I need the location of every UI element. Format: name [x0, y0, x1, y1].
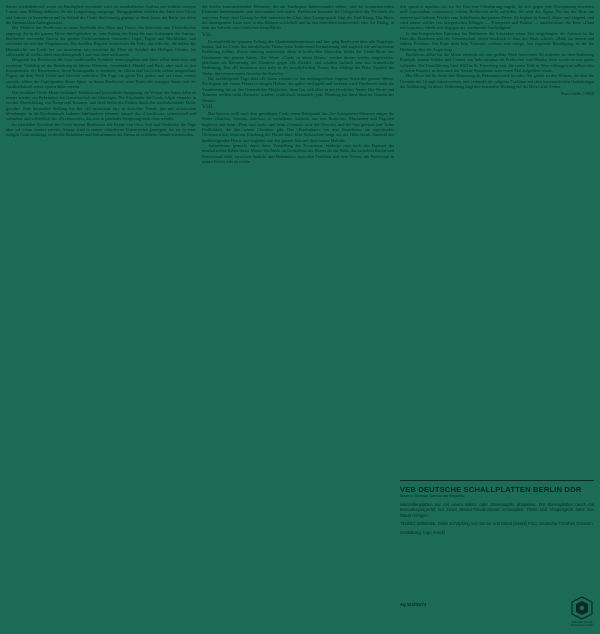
text-column-right — [400, 4, 594, 474]
body-paragraph: Die nachfolgende Fuge über »Et vitam venturi« ist das umfangreichste fugierte Stück der ganzen Messe. Sie beginnt mit einem Thema in ruhigen Halben, das später verdoppelt und verkürzt wird; Beethoven treibt die Verarbeitung bis zu den Grenzen des Möglichen, dann löst sich alles in ein feierliches Amen. Die Worte und Tonarten werden nicht illustrativ, sondern symbolisch behandelt: jede Wendung hat ihren Sinn im Ganzen des Werkes. — [202, 76, 394, 103]
body-paragraph: Dergestalt hat Beethoven die Liste traditioneller Symbole weitergegeben und diese selbst bereichert und erweitert. Vielfältig ist die Beziehung zu älteren Meistern, vornehmlich Händel und Bach, aber auch zu den Komponisten der Renaissance, deren Kontrapunkt er studierte; im Gloria und im Credo stehen ausgedehnte Fugen, die dem Werk Größe und Gewicht verleihen. Die Fuge »in gloria Dei patris« und »et vitam venturi saeculi« bilden die Gipfelpunkte dieser Sätze, in denen Beethoven seine Kunst des strengen Satzes mit der Ausdruckskraft seiner späten Jahre vereint. — [6, 57, 196, 90]
body-paragraph: Beethoven selbst hat die Missa solemnis als sein größtes Werk bezeichnet. Er widmete sie dem Erzherzog Rudolph, seinem Schüler und Gönner, zur Inthronisation als Erzbischof von Olmütz; doch wurde sie erst später vollendet. Die Uraufführung fand 1824 in St. Petersburg statt, die ersten Teile in Wien erklangen im selben Jahr in jenem Konzert, in dem auch die Neunte Symphonie zum ersten Mal aufgeführt wurde. — [400, 52, 594, 74]
design-credit: Gestaltung: Ingo Arnold — [400, 529, 445, 535]
playback-instructions: Mikrorillenplatten nur mit einem Mikro- oder Stereosaphir abspielen. Für Stereoplatten (auch mit Monoabspielgerät) nur einen Stereo-Tonabnehmer verwenden. Platte und Abspielgerät stets von Staub reinigen. — [400, 502, 594, 518]
made-in-line: Made in German Democratic Republic — [400, 494, 465, 498]
body-paragraph: Die Messe hat bis heute ihre Bedeutung als Bekenntniswerk bewahrt. Sie gehört zu den Werken, die über die Grenzen der Liturgie hinausweisen, und verbindet die religiöse Tradition mit dem humanistischen Gedankengut der Aufklärung. In dieser Verbindung liegt ihre besondere Wirkung auf die Hörer aller Zeiten. — [400, 73, 594, 90]
body-paragraph: In den kriegerischen Episoden hat Beethoven die Schrecken seiner Zeit eingefangen; die Antwort ist die Bitte des Einzelnen und der Gemeinschaft, deren Ausdruck er über das Werk schrieb: »Bitte um innern und äußern Frieden«. Am Ende steht kein Triumph, sondern eine ruhige, fast zögernde Bestätigung, in der die Hoffnung über die Angst siegt. — [400, 30, 594, 52]
publisher-name: VEB DEUTSCHE SCHALLPLATTEN BERLIN DDR — [400, 485, 582, 494]
body-paragraph: Aufmerksam gemacht durch diese Vorstellung des Erwarteten, entdecke man nach der Eigenart der musikalischen Bilder dieser Messe. Sie bleibt im Gedächtnis des Hörers als ein Werk, das zwischen Kirche und Konzertsaal steht, zwischen Andacht und Bekenntnis, zwischen Tradition und dem Neuen, das Beethoven in seinen letzten Jahren suchte. — [202, 142, 394, 164]
body-paragraph: Das Sanctus stellt nach dem gewaltigen Credo einen Ruhepunkt dar. Die Soloquartett-Stimmen singen die Worte »Sanctus, Sanctus, Sanctus« in verhaltener Andacht, nur von Bratschen, Klarinetten und Fagotten begleitet; erst beim »Pleni sunt coeli« und beim »Osanna« setzt der Chor ein, und der Satz gewinnt jene lichte Festlichkeit, die ihm seinen Charakter gibt. Das »Praeludium« vor dem Benedictus, ein ergreifendes Orchesterstück, leitet zur Erhebung der Hostie über: Eine Solovioline steigt aus der Höhe herab, Sinnbild des herabsteigenden Herrn, und begleitet nun den ganzen Satz mit ihrer zarten Melodie. — [202, 110, 394, 143]
text-column-middle — [202, 4, 394, 626]
publisher-label-block — [400, 485, 594, 627]
section-heading: VII. — [202, 31, 213, 38]
label-divider — [400, 480, 594, 481]
body-paragraph: Im jubelnden Abschluß des Credo vereint Beethoven alle Kräfte von Chor, Soli und Orchester; die Fuge über »et vitam venturi saeculi. Amen« wird in immer schnelleren Notenwerten gesteigert, bis sie in einer ruhigen Coda ausklingt, in der die Holzbläser und Solostimmen das Thema in verklärter Gestalt wiederholen. — [6, 121, 196, 138]
cover-credit: Titelbild: Mittelaltar, Dritte Schöpfung von Sonne und Mond (Detail) Foto: Deutsche Fotothek Dresden — [400, 521, 593, 527]
catalog-number: Ag 511/01/73 — [400, 602, 427, 607]
body-paragraph: Es empfiehlt der genauen Teilung des Glaubensbekenntnisses und hier ging Beethoven über alle Vorgänger hinaus, daß im Credo das musikalische Thema seine konkreteste Formulierung und zugleich die umfassendste Entfaltung erfährt. Zuerst eintönig rezitierend, dann in kraftvollen Akkorden, bildet das Credo-Motiv das Fundament des ganzen Satzes. Die Worte »Credo in unum Deum« werden immer wieder eingeworfen, gleichsam als Beteuerung des Glaubens gegen alle Zweifel, und erhalten dadurch eine fast dramatische Bedeutung. Das »Et incarnatus est« steht in der mixolydischen Tonart; hier erklingt die Flöte, Symbol der Taube, über einem zarten Gewebe der Streicher. — [202, 38, 394, 76]
body-paragraph: Der Meßtext hat Beethoven zu einer Symbolik des Oben und Unten, des Irdischen und Überirdischen angeregt, die in der ganzen Messe durchgehalten ist: vom Anfang des Kyrie bis zum Aufsteigen des Sanctus. Beethoven verwendet hierfür die großen Orchesterfarben, besonders Orgel, Fagott und Blechbläser, und verbindet sie mit den Singstimmen. Die dunklen Register bezeichnen die Erde, das Irdische, die hellen das Himmlische; im Credo bei »et incarnatus est« erscheint die Flöte als Symbol des Heiligen Geistes, bei »descendit de coelis« führt eine absteigende Linie von oben nach unten. — [6, 25, 196, 58]
body-paragraph: die beiden kontrastierenden Elemente, die am Satzbeginn hintereinander stehen, und die kontrastierenden Elemente hintereinander und miteinander verbunden. Beethoven benutzte die Gelegenheit des Wechsels für eine neue Form: dem Gesang der Soli antwortet der Chor, dem Zwiegespräch folgt der Tutti-Klang. Das Motiv der absteigenden Linie wird in den Bläsern wiederholt und in den Streichern beantwortet, eine Art Dialog, in dem das Irdische zum Göttlichen hinaufblickt. — [202, 4, 394, 31]
text-column-left — [6, 4, 196, 626]
logo-caption: VEB DEUTSCHE SCHALLPLATTEN — [570, 621, 594, 627]
section-heading: VIII. — [202, 103, 215, 110]
record-label-logo-icon — [571, 596, 593, 620]
body-paragraph: den »pacis et inpulitas sit« wo der Text eine Offenbarung angeht, die sich gegen jede Überspitzung erwehren muß (»secundum scripturas«), scheint Beethoven nicht zufrieden. So wird das Agnus Dei mit der Bitte um inneren und äußeren Frieden zum Schlußstein der ganzen Messe. Es beginnt in h-moll, düster und klagend, und wird immer wieder von kriegerischen Klängen — Trompeten und Pauken — unterbrochen; die Bitte »Dona nobis pacem« erhebt sich dagegen mit wachsender Inständigkeit. — [400, 4, 594, 31]
body-paragraph: Satzes wiederkehrend, sowie als Bindeglied verwandte wird, im musikalischen Aufbau wie textlich schwere Lasten: eine Haltung definiert, die der Lobpreisung entspringt. Demgegenüber erhalten die Sätze dem Gloria und Sanctus zu besonderen und im Schluß des Credo fünfstimmig geprägt: er dient ihnen, der Reihe vor allem die thematischen Anfangsmotive. — [6, 4, 196, 26]
body-paragraph: Das erwähnte Credo-Motiv verknüpft Tradition und persönliche Aneignung; im Verlauf des Satzes kehrt es immer wieder, ein Bekenntnis zur Gemeinschaft der Gläubigen. Die Abschnitte des Credo folgen einander in rascher Abwechslung von Tempi und Tonarten, und doch bleibt die Einheit durch das wiederkehrende Motiv gewahrt. Eine besondere Stellung hat das »Et incarnatus est« in dorischer Tonart, das mit archaischen Wendungen an die Kirchenmusik früherer Jahrhunderte erinnert; danach das »Crucifixus«, schmerzvoll und verhalten, und schließlich das »Et resurrexit«, das sich in jubelnder Steigerung nach oben wendet. — [6, 89, 196, 122]
author-signature: Peter Gülke (1969) — [560, 90, 594, 96]
